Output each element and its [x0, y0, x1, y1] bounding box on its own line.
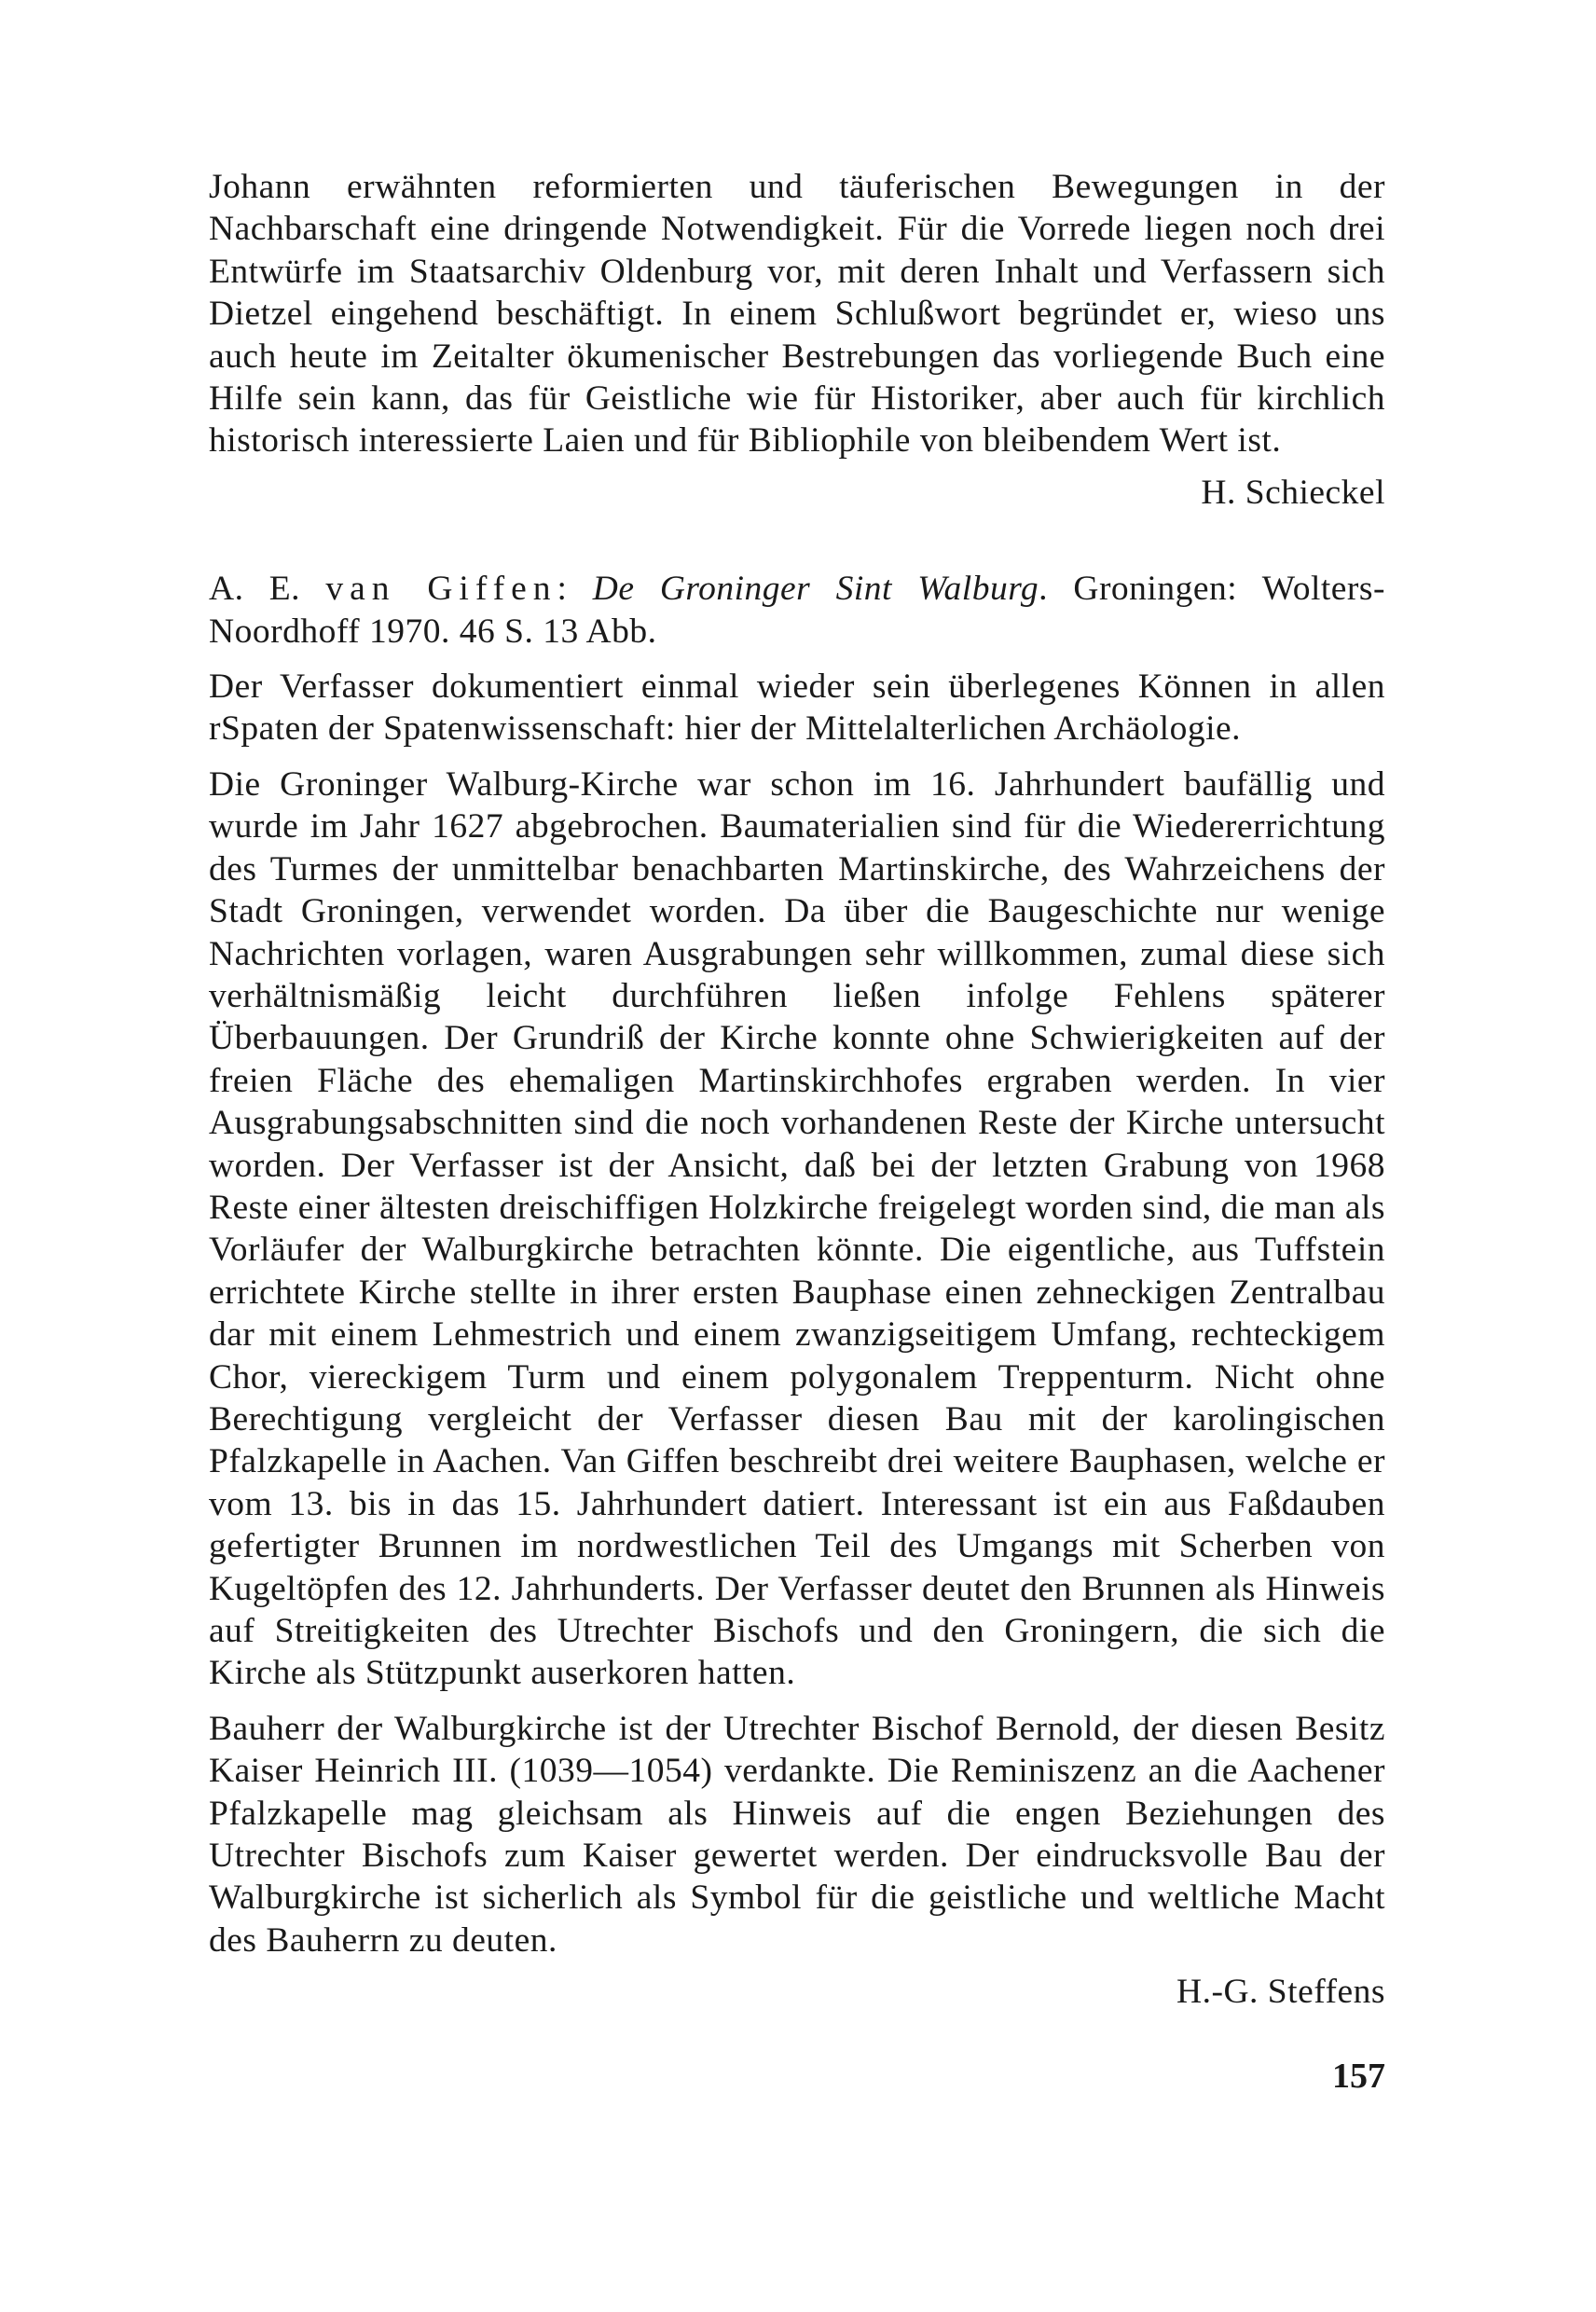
citation-author-name: van Giffen	[325, 570, 557, 609]
citation-publication: . Groningen: Wolters-Noordhoff 1970. 46 S. 13 Abb.	[209, 570, 1385, 651]
review-paragraph-conclusion: Bauherr der Walburgkirche ist der Utrechter Bischof Bernold, der diesen Besitz Kaiser Heinrich III. (1039—1054) verdankte. Die Reminiszenz an die Aachener Pfalzkapelle mag gleichsam als Hinweis auf die engen Beziehungen des Utrechter Bischofs zum Kaiser gewertet werden. Der eindrucksvolle Bau der Walburgkirche ist sicherlich als Symbol für die geistliche und weltliche Macht des Bauherrn zu deuten.	[209, 1709, 1385, 1960]
review-paragraph-intro: Der Verfasser dokumentiert einmal wieder sein überlegenes Können in allen rSpaten der Spatenwissenschaft: hier der Mittelalterlichen Archäologie.	[209, 667, 1385, 749]
page-number: 157	[1332, 2057, 1385, 2096]
reviewer-signature-schieckel: H. Schieckel	[1201, 473, 1385, 512]
citation-title: De Groninger Sint Walburg	[592, 570, 1039, 609]
book-page	[209, 166, 1385, 2189]
review-paragraph-body: Die Groninger Walburg-Kirche war schon im 16. Jahrhundert baufällig und wurde im Jahr 1627 abgebrochen. Baumaterialien sind für die Wiedererrichtung des Turmes der unmittelbar benachbarten Martinskirche, des Wahrzeichens der Stadt Groningen, verwendet worden. Da über die Baugeschichte nur wenige Nachrichten vorlagen, waren Ausgrabungen sehr willkommen, zumal diese sich verhältnismäßig leicht durchführen ließen infolge Fehlens späterer Überbauungen. Der Grundriß der Kirche konnte ohne Schwierigkeiten auf der freien Fläche des ehemaligen Martinskirchhofes ergraben werden. In vier Ausgrabungsabschnitten sind die noch vorhandenen Reste der Kirche untersucht worden. Der Verfasser ist der Ansicht, daß bei der letzten Grabung von 1968 Reste einer ältesten dreischiffigen Holzkirche freigelegt worden sind, die man als Vorläufer der Walburgkirche betrachten könnte. Die eigentliche, aus Tuffstein errichtete Kirche stellte in ihrer ersten Bauphase einen zehneckigen Zentralbau dar mit einem Lehmestrich und einem zwanzigseitigem Umfang, rechteckigem Chor, viereckigem Turm und einem polygonalem Treppenturm. Nicht ohne Berechtigung vergleicht der Verfasser diesen Bau mit der karolingischen Pfalzkapelle in Aachen. Van Giffen beschreibt drei weitere Bauphasen, welche er vom 13. bis in das 15. Jahrhundert datiert. Interessant ist ein aus Faßdauben gefertigter Brunnen im nordwestlichen Teil des Umgangs mit Scherben von Kugeltöpfen des 12. Jahrhunderts. Der Verfasser deutet den Brunnen als Hinweis auf Streitigkeiten des Utrechter Bischofs und den Groningern, die sich die Kirche als Stützpunkt auserkoren hatten.	[209, 764, 1385, 1693]
review-citation	[209, 568, 1385, 653]
citation-author-initials: A. E.	[209, 570, 301, 609]
citation-separator: :	[557, 570, 568, 609]
reviewer-signature-steffens: H.-G. Steffens	[1176, 1973, 1385, 2012]
review-continuation-paragraph: Johann erwähnten reformierten und täuferischen Bewegungen in der Nachbarschaft eine dringende Notwendigkeit. Für die Vorrede liegen noch drei Entwürfe im Staatsarchiv Oldenburg vor, mit deren Inhalt und Verfassern sich Dietzel eingehend beschäftigt. In einem Schlußwort begründet er, wieso uns auch heute im Zeitalter ökumenischer Bestrebungen das vorliegende Buch eine Hilfe sein kann, das für Geistliche wie für Historiker, aber auch für kirchlich historisch interessierte Laien und für Bibliophile von bleibendem Wert ist.	[209, 168, 1385, 461]
